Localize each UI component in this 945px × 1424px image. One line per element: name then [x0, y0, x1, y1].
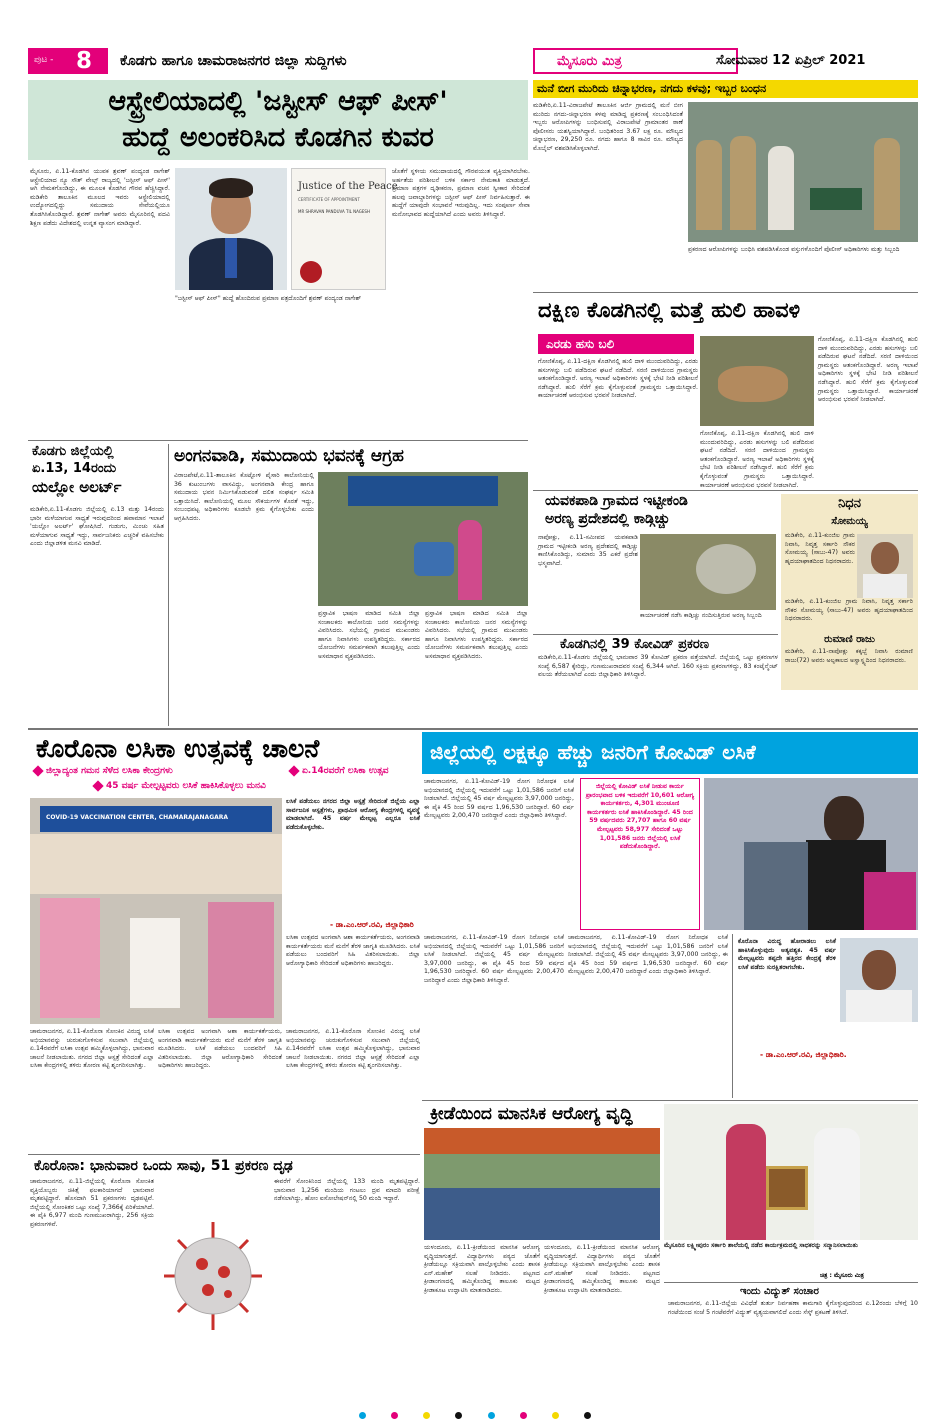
dot-magenta	[391, 1412, 398, 1419]
certificate-photo	[291, 168, 398, 290]
kodagu-covid-body: ಮಡಿಕೇರಿ,ಏ.11-ಕೊಡಗು ಜಿಲ್ಲೆಯಲ್ಲಿ ಭಾನುವಾರ 39 ಕೋವಿಡ್ ಪ್ರಕರಣ ಪತ್ತೆಯಾಗಿದೆ. ಜಿಲ್ಲೆಯಲ್ಲಿ ಒಟ್ಟು ಪ್ರಕರಣಗಳ ಸಂಖ್ಯೆ 6,587 ಕ್ಕೇರಿದ್ದು, ಗುಣಮುಖರಾದವರ ಸಂಖ್ಯೆ 6,344 ಆಗಿದೆ. 160 ಸಕ್ರಿಯ ಪ್ರಕರಣಗಳಿದ್ದು, 83 ಕಂಟೈನ್ಮೆಂಟ್ ವಲಯ ತೆರೆಯಲಾಗಿದೆ ಎಂದು ಜಿಲ್ಲಾಧಿಕಾರಿ ತಿಳಿಸಿದ್ದಾರೆ.	[538, 654, 778, 679]
obituary-box	[781, 494, 918, 690]
seated-guests	[424, 1188, 660, 1240]
certificate-seal-icon	[300, 261, 322, 283]
corona-death-headline: ಕೊರೊನಾ: ಭಾನುವಾರ ಒಂದು ಸಾವು, 51 ಪ್ರಕರಣ ದೃಢ	[34, 1158, 293, 1174]
sports-photo-credit: ಚಿತ್ರ : ಮೈಸೂರು ಮಿತ್ರ	[820, 1272, 864, 1279]
district-vaccine-body-col2: ಚಾಮರಾಜನಗರ, ಏ.11-ಕೋವಿಡ್-19 ರೋಗ ನಿರೋಧಕ ಲಸಿಕೆ ಅಭಿಯಾನದಲ್ಲಿ ಜಿಲ್ಲೆಯಲ್ಲಿ ಇದುವರೆಗೆ ಒಟ್ಟು 1,01,586 ಜನರಿಗೆ ಲಸಿಕೆ ನೀಡಲಾಗಿದೆ. ಜಿಲ್ಲೆಯಲ್ಲಿ 45 ವರ್ಷ ಮೇಲ್ಪಟ್ಟವರು 3,97,000 ಜನರಿದ್ದು, ಈ ಪೈಕಿ 45 ರಿಂದ 59 ವರ್ಷದ 1,96,530 ಜನರಿದ್ದಾರೆ. 60 ವರ್ಷ ಮೇಲ್ಪಟ್ಟವರು 2,00,470 ಜನರಿದ್ದಾರೆ ಎಂದು ಜಿಲ್ಲಾಧಿಕಾರಿ ತಿಳಿಸಿದ್ದಾರೆ.	[424, 934, 564, 984]
section-title: ಕೊಡಗು ಹಾಗೂ ಚಾಮರಾಜನಗರ ಜಿಲ್ಲಾ ಸುದ್ದಿಗಳು	[120, 53, 347, 69]
certificate-name: MR SHRAVAN PANDUVA TIL NAGESH	[298, 209, 370, 214]
yellow-alert-line3: ಯಲ್ಲೋ ಅಲರ್ಟ್	[32, 478, 122, 496]
vaccination-center-photo	[30, 798, 282, 1024]
crime-headline: ಮನೆ ಬೀಗ ಮುರಿದು ಚಿನ್ನಾಭರಣ, ನಗದು ಕಳವು; ಇಬ್ಬರ ಬಂಧನ	[537, 82, 767, 95]
vaccine-fest-body-col2: ಲಸಿಕಾ ಉತ್ಸವದ ಅಂಗವಾಗಿ ಆಶಾ ಕಾರ್ಯಕರ್ತೆಯರು, ಅಂಗನವಾಡಿ ಕಾರ್ಯಕರ್ತೆಯರು ಮನೆ ಮನೆಗೆ ತೆರಳಿ ಜಾಗೃತಿ ಮೂಡಿಸಿದರು. ಲಸಿಕೆ ಪಡೆಯಲು ಬಂದವರಿಗೆ ಸಿಹಿ ವಿತರಿಸಲಾಯಿತು. ಜಿಲ್ಲಾ ಆರೋಗ್ಯಾಧಿಕಾರಿ ಸೇರಿದಂತೆ ಅಧಿಕಾರಿಗಳು ಹಾಜರಿದ್ದರು.	[158, 1028, 282, 1070]
divider	[168, 444, 169, 726]
divider	[422, 1100, 918, 1101]
ambedkar-portrait-shape	[414, 542, 454, 576]
vaccine-fest-headline-box	[28, 732, 420, 764]
certificate-subtitle: CERTIFICATE OF APPOINTMENT	[298, 197, 360, 202]
coronavirus-icon	[158, 1216, 268, 1336]
shirt-shape	[863, 574, 907, 598]
lead-headline-line1: ಆಸ್ಟ್ರೇಲಿಯಾದಲ್ಲಿ 'ಜಸ್ಟೀಸ್ ಆಫ್ ಪೀಸ್'	[108, 86, 448, 117]
crime-police-photo	[688, 102, 918, 242]
memento-icon	[766, 1166, 808, 1210]
certificate-title: Justice of the Peace	[298, 181, 398, 192]
sports-caption: ಮೈಸೂರಿನ ಲಕ್ಷ್ಮೀಪುರಂ ಸರ್ಕಾರಿ ಶಾಲೆಯಲ್ಲಿ ನಡೆದ ಕಾರ್ಯಕ್ರಮದಲ್ಲಿ ಸಾಧಕರನ್ನು ಸನ್ಮಾನಿಸಲಾಯಿತು	[664, 1242, 858, 1249]
district-vaccine-quote-author: - ಡಾ.ಎಂ.ಆರ್.ರವಿ, ಜಿಲ್ಲಾಧಿಕಾರಿ.	[760, 1050, 847, 1059]
dead-cow-photo	[700, 336, 814, 426]
vaccine-fest-quote-author: - ಡಾ.ಎಂ.ಆರ್.ರವಿ, ಜಿಲ್ಲಾಧಿಕಾರಿ	[330, 920, 414, 929]
anganwadi-body: ವಿರಾಜಪೇಟೆ,ಏ.11-ತಾಲೂಕಿನ ಕೊಟ್ಟೋಳಿ ಪೈಸಾರಿ ಕಾಲೋನಿಯಲ್ಲಿ 36 ಕುಟುಂಬಗಳು ವಾಸವಿದ್ದು, ಅಂಗನವಾಡಿ ಕೇಂದ್ರ ಹಾಗೂ ಸಮುದಾಯ ಭವನ ನಿರ್ಮಿಸಿಕೊಡುವಂತೆ ದಲಿತ ಸಂಘರ್ಷ ಸಮಿತಿ ಒತ್ತಾಯಿಸಿದೆ. ಕಾಲೋನಿಯಲ್ಲಿ ಮೂಲ ಸೌಕರ್ಯಗಳ ಕೊರತೆ ಇದ್ದು, ಸಂಬಂಧಪಟ್ಟ ಅಧಿಕಾರಿಗಳು ಕೂಡಲೇ ಕ್ರಮ ಕೈಗೊಳ್ಳಬೇಕು ಎಂದು ಆಗ್ರಹಿಸಿದರು.	[174, 472, 314, 522]
face-shape	[862, 950, 896, 990]
print-registration-dots	[30, 1404, 920, 1423]
divider	[28, 1154, 420, 1155]
vaccine-fest-body-col1: ಚಾಮರಾಜನಗರ, ಏ.11-ಕೊರೊನಾ ಸೋಂಕಿನ ವಿರುದ್ಧ ಲಸಿಕೆ ಅಭಿಯಾನವನ್ನು ಚುರುಕುಗೊಳಿಸುವ ಸಲುವಾಗಿ ಜಿಲ್ಲೆಯಲ್ಲಿ ಏ.14ರವರೆಗೆ ಲಸಿಕಾ ಉತ್ಸವ ಹಮ್ಮಿಕೊಳ್ಳಲಾಗಿದ್ದು, ಭಾನುವಾರ ಚಾಲನೆ ನೀಡಲಾಯಿತು. ನಗರದ ಜಿಲ್ಲಾ ಆಸ್ಪತ್ರೆ ಸೇರಿದಂತೆ ಎಲ್ಲಾ ಲಸಿಕಾ ಕೇಂದ್ರಗಳಲ್ಲಿ ತಳಿರು ತೋರಣ ಕಟ್ಟಿ ಶೃಂಗರಿಸಲಾಗಿತ್ತು.	[30, 1028, 154, 1070]
banner-shape	[348, 476, 498, 506]
vaccine-stats-box	[580, 778, 700, 930]
divider	[533, 490, 918, 491]
lead-caption: "ಜಸ್ಟೀಸ್ ಆಫ್ ಪೀಸ್" ಹುದ್ದೆ ಹೊಂದಿರುವ ಪ್ರಮಾಣ ಪತ್ರದೊಂದಿಗೆ ಶ್ರವಣ್ ಪಂದ್ಯಂಡ ನಾಗೇಶ್	[175, 295, 362, 302]
tie-shape	[225, 238, 237, 278]
divider	[28, 440, 528, 441]
vaccine-fest-quote: ಲಸಿಕೆ ಪಡೆಯಲು ನಗರದ ಜಿಲ್ಲಾ ಆಸ್ಪತ್ರೆ ಸೇರಿದಂತೆ ಜಿಲ್ಲೆಯ ಎಲ್ಲಾ ಸಾರ್ವಜನಿಕ ಆಸ್ಪತ್ರೆಗಳು, ಪ್ರಾಥಮಿಕ ಆರೋಗ್ಯ ಕೇಂದ್ರಗಳಲ್ಲಿ ವ್ಯವಸ್ಥೆ ಮಾಡಲಾಗಿದೆ. 45 ವರ್ಷ ಮೇಲ್ಪಟ್ಟ ಎಲ್ಲರೂ ಲಸಿಕೆ ಪಡೆದುಕೊಳ್ಳಬೇಕು.	[286, 798, 420, 831]
obituary-section: ನಿಧನ	[838, 496, 861, 511]
dc-portrait-photo	[840, 938, 918, 1022]
tiger-body-col3: ಗೋಣಿಕೊಪ್ಪ, ಏ.11-ದಕ್ಷಿಣ ಕೊಡಗಿನಲ್ಲಿ ಹುಲಿ ದಾಳಿ ಮುಂದುವರಿದಿದ್ದು, ಎರಡು ಹಸುಗಳನ್ನು ಬಲಿ ಪಡೆದಿರುವ ಘಟನೆ ನಡೆದಿದೆ. ಸರಣಿ ದಾಳಿಯಿಂದ ಗ್ರಾಮಸ್ಥರು ಆತಂಕಗೊಂಡಿದ್ದಾರೆ. ಅರಣ್ಯ ಇಲಾಖೆ ಅಧಿಕಾರಿಗಳು ಸ್ಥಳಕ್ಕೆ ಭೇಟಿ ನೀಡಿ ಪರಿಶೀಲನೆ ನಡೆಸಿದ್ದಾರೆ. ಹುಲಿ ಸೆರೆಗೆ ಕ್ರಮ ಕೈಗೊಳ್ಳುವಂತೆ ಗ್ರಾಮಸ್ಥರು ಒತ್ತಾಯಿಸಿದ್ದಾರೆ. ಕಾರ್ಯಾಚರಣೆ ಆರಂಭಿಸುವ ಭರವಸೆ ನೀಡಲಾಗಿದೆ.	[818, 336, 918, 404]
district-vaccine-body-col3: ಚಾಮರಾಜನಗರ, ಏ.11-ಕೋವಿಡ್-19 ರೋಗ ನಿರೋಧಕ ಲಸಿಕೆ ಅಭಿಯಾನದಲ್ಲಿ ಜಿಲ್ಲೆಯಲ್ಲಿ ಇದುವರೆಗೆ ಒಟ್ಟು 1,01,586 ಜನರಿಗೆ ಲಸಿಕೆ ನೀಡಲಾಗಿದೆ. ಜಿಲ್ಲೆಯಲ್ಲಿ 45 ವರ್ಷ ಮೇಲ್ಪಟ್ಟವರು 3,97,000 ಜನರಿದ್ದು, ಈ ಪೈಕಿ 45 ರಿಂದ 59 ವರ್ಷದ 1,96,530 ಜನರಿದ್ದಾರೆ. 60 ವರ್ಷ ಮೇಲ್ಪಟ್ಟವರು 2,00,470 ಜನರಿದ್ದಾರೆ ಎಂದು ಜಿಲ್ಲಾಧಿಕಾರಿ ತಿಳಿಸಿದ್ದಾರೆ.	[568, 934, 728, 976]
sports-event-photo	[424, 1128, 660, 1240]
dot-black	[584, 1412, 591, 1419]
cow-shape	[718, 366, 788, 402]
sports-headline: ಕ್ರೀಡೆಯಿಂದ ಮಾನಸಿಕ ಆರೋಗ್ಯ ವೃದ್ಧಿ	[430, 1104, 633, 1124]
paper-logo-box	[533, 48, 738, 74]
sports-body-col2: ಯಳಂದೂರು, ಏ.11-ಕ್ರೀಡೆಯಿಂದ ಮಾನಸಿಕ ಆರೋಗ್ಯ ವೃದ್ಧಿಯಾಗುತ್ತದೆ. ವಿದ್ಯಾರ್ಥಿಗಳು ಪಠ್ಯದ ಜೊತೆಗೆ ಕ್ರೀಡೆಯಲ್ಲೂ ಸಕ್ರಿಯವಾಗಿ ಪಾಲ್ಗೊಳ್ಳಬೇಕು ಎಂದು ಶಾಸಕ ಎನ್.ಮಹೇಶ್ ಸಲಹೆ ನೀಡಿದರು. ಪಟ್ಟಣದ ಕ್ರೀಡಾಂಗಣದಲ್ಲಿ ಹಮ್ಮಿಕೊಂಡಿದ್ದ ತಾಲೂಕು ಮಟ್ಟದ ಕ್ರೀಡಾಕೂಟ ಉದ್ಘಾಟಿಸಿ ಮಾತನಾಡಿದರು.	[544, 1244, 660, 1294]
doorway-shape	[130, 918, 180, 1008]
tiger-kicker: ಎರಡು ಹಸು ಬಲಿ	[546, 337, 615, 351]
bullet-icon	[32, 765, 43, 776]
officer-figure-2	[730, 136, 756, 230]
vaccination-photo	[704, 778, 918, 930]
bullet-icon	[92, 780, 103, 791]
vaccine-fest-body-col3: ಚಾಮರಾಜನಗರ, ಏ.11-ಕೊರೊನಾ ಸೋಂಕಿನ ವಿರುದ್ಧ ಲಸಿಕೆ ಅಭಿಯಾನವನ್ನು ಚುರುಕುಗೊಳಿಸುವ ಸಲುವಾಗಿ ಜಿಲ್ಲೆಯಲ್ಲಿ ಏ.14ರವರೆಗೆ ಲಸಿಕಾ ಉತ್ಸವ ಹಮ್ಮಿಕೊಳ್ಳಲಾಗಿದ್ದು, ಭಾನುವಾರ ಚಾಲನೆ ನೀಡಲಾಯಿತು. ನಗರದ ಜಿಲ್ಲಾ ಆಸ್ಪತ್ರೆ ಸೇರಿದಂತೆ ಎಲ್ಲಾ ಲಸಿಕಾ ಕೇಂದ್ರಗಳಲ್ಲಿ ತಳಿರು ತೋರಣ ಕಟ್ಟಿ ಶೃಂಗರಿಸಲಾಗಿತ್ತು.	[286, 1028, 420, 1070]
crime-body: ಮಡಿಕೇರಿ,ಏ.11-ವಿರಾಜಪೇಟೆ ತಾಲೂಕಿನ ಆರ್ಜಿ ಗ್ರಾಮದಲ್ಲಿ ಮನೆ ಬೀಗ ಮುರಿದು ನಗದು-ಚಿನ್ನಾಭರಣ ಕಳವು ಮಾಡಿದ್ದ ಪ್ರಕರಣಕ್ಕೆ ಸಂಬಂಧಿಸಿದಂತೆ ಇಬ್ಬರು ಆರೋಪಿಗಳನ್ನು ಬಂಧಿಸುವಲ್ಲಿ ವಿರಾಜಪೇಟೆ ಗ್ರಾಮಾಂತರ ಠಾಣೆ ಪೊಲೀಸರು ಯಶಸ್ವಿಯಾಗಿದ್ದಾರೆ. ಬಂಧಿತರಿಂದ 3.67 ಲಕ್ಷ ರೂ. ಮೌಲ್ಯದ ಚಿನ್ನಾಭರಣ, 29,250 ರೂ. ನಗದು ಹಾಗೂ 8 ಸಾವಿರ ರೂ. ಮೌಲ್ಯದ ಮೊಬೈಲ್ ವಶಪಡಿಸಿಕೊಳ್ಳಲಾಗಿದೆ.	[533, 102, 683, 152]
divider	[28, 728, 918, 730]
fire-headline-line2: ಅರಣ್ಯ ಪ್ರದೇಶದಲ್ಲಿ ಕಾಡ್ಗಿಚ್ಚು	[545, 511, 671, 527]
anganwadi-headline: ಅಂಗನವಾಡಿ, ಸಮುದಾಯ ಭವನಕ್ಕೆ ಆಗ್ರಹ	[174, 446, 404, 466]
nurses-group-right	[208, 902, 274, 1018]
yellow-alert-line2: ಏ.13, 14ರಂದು	[32, 461, 117, 476]
tiger-headline: ದಕ್ಷಿಣ ಕೊಡಗಿನಲ್ಲಿ ಮತ್ತೆ ಹುಲಿ ಹಾವಳಿ	[538, 298, 801, 322]
yellow-alert-body: ಮಡಿಕೇರಿ,ಏ.11-ಕೊಡಗು ಜಿಲ್ಲೆಯಲ್ಲಿ ಏ.13 ಮತ್ತು 14ರಂದು ಭಾರೀ ಮಳೆಯಾಗುವ ಸಾಧ್ಯತೆ ಇರುವುದರಿಂದ ಹವಾಮಾನ ಇಲಾಖೆ 'ಯಲ್ಲೋ ಅಲರ್ಟ್' ಘೋಷಿಸಿದೆ. ಗುಡುಗು, ಮಿಂಚು ಸಹಿತ ಮಳೆಯಾಗುವ ಸಾಧ್ಯತೆ ಇದ್ದು, ಸಾರ್ವಜನಿಕರು ಎಚ್ಚರಿಕೆ ವಹಿಸಬೇಕು ಎಂದು ಜಿಲ್ಲಾಡಳಿತ ಮನವಿ ಮಾಡಿದೆ.	[30, 506, 164, 548]
smoke-shape	[696, 544, 756, 594]
lead-headline-box	[28, 80, 528, 160]
divider	[732, 934, 733, 1098]
anganwadi-body-col3: ಪ್ರಸ್ತಾವಿಕ ಭಾಷಣ ಮಾಡಿದ ಸಮಿತಿ ಜಿಲ್ಲಾ ಸಂಚಾಲಕರು ಕಾಲೋನಿಯ ಜನರ ಸಮಸ್ಯೆಗಳನ್ನು ವಿವರಿಸಿದರು. ಸಭೆಯಲ್ಲಿ ಗ್ರಾಮದ ಮುಖಂಡರು ಹಾಗೂ ನಿವಾಸಿಗಳು ಉಪಸ್ಥಿತರಿದ್ದರು. ಸರ್ಕಾರದ ಯೋಜನೆಗಳು ಸಮರ್ಪಕವಾಗಿ ತಲುಪುತ್ತಿಲ್ಲ ಎಂದು ಅಸಮಾಧಾನ ವ್ಯಕ್ತಪಡಿಸಿದರು.	[425, 610, 528, 660]
lead-portrait-photo	[175, 168, 287, 290]
corona-death-body-col2: ಈವರೆಗೆ ಸೋಂಕಿನಿಂದ ಜಿಲ್ಲೆಯಲ್ಲಿ 133 ಮಂದಿ ಮೃತಪಟ್ಟಿದ್ದಾರೆ. ಭಾನುವಾರ 1,256 ಮಂದಿಯ ಗಂಟಲು ದ್ರವ ಮಾದರಿ ಪರೀಕ್ಷೆ ನಡೆಸಲಾಗಿದ್ದು, ಹೋಂ ಐಸೋಲೇಷನ್‌ನಲ್ಲಿ 50 ಮಂದಿ ಇದ್ದಾರೆ.	[274, 1178, 420, 1203]
masthead	[28, 48, 918, 76]
anganwadi-body-col2: ಪ್ರಸ್ತಾವಿಕ ಭಾಷಣ ಮಾಡಿದ ಸಮಿತಿ ಜಿಲ್ಲಾ ಸಂಚಾಲಕರು ಕಾಲೋನಿಯ ಜನರ ಸಮಸ್ಯೆಗಳನ್ನು ವಿವರಿಸಿದರು. ಸಭೆಯಲ್ಲಿ ಗ್ರಾಮದ ಮುಖಂಡರು ಹಾಗೂ ನಿವಾಸಿಗಳು ಉಪಸ್ಥಿತರಿದ್ದರು. ಸರ್ಕಾರದ ಯೋಜನೆಗಳು ಸಮರ್ಪಕವಾಗಿ ತಲುಪುತ್ತಿಲ್ಲ ಎಂದು ಅಸಮಾಧಾನ ವ್ಯಕ್ತಪಡಿಸಿದರು.	[318, 610, 420, 660]
tiger-kicker-bar	[538, 334, 694, 354]
bullet-icon	[288, 765, 299, 776]
dot-cyan	[488, 1412, 495, 1419]
kodagu-covid-headline: ಕೊಡಗಿನಲ್ಲಿ 39 ಕೋವಿಡ್ ಪ್ರಕರಣ	[560, 637, 709, 652]
obituary-name-1: ಸೋಮಯ್ಯ	[831, 516, 868, 527]
nurses-group-left	[40, 898, 100, 1018]
divider	[533, 634, 778, 635]
fire-body: ನಾಪೋಕ್ಲು, ಏ.11-ಸಮೀಪದ ಯವಕಪಾಡಿ ಗ್ರಾಮದ ಇಟ್ಟೀಕಂಡಿ ಅರಣ್ಯ ಪ್ರದೇಶದಲ್ಲಿ ಕಾಡ್ಗಿಚ್ಚು ಕಾಣಿಸಿಕೊಂಡಿದ್ದು, ಸುಮಾರು 35 ಎಕರೆ ಪ್ರದೇಶ ಭಸ್ಮವಾಗಿದೆ.	[538, 534, 638, 567]
corona-death-body-col1: ಚಾಮರಾಜನಗರ, ಏ.11-ಜಿಲ್ಲೆಯಲ್ಲಿ ಕೊರೊನಾ ಸೋಂಕಿತ ವ್ಯಕ್ತಿಯೊಬ್ಬರು ಚಿಕಿತ್ಸೆ ಫಲಕಾರಿಯಾಗದೆ ಭಾನುವಾರ ಮೃತಪಟ್ಟಿದ್ದಾರೆ. ಹೊಸದಾಗಿ 51 ಪ್ರಕರಣಗಳು ದೃಢಪಟ್ಟಿವೆ. ಜಿಲ್ಲೆಯಲ್ಲಿ ಸೋಂಕಿತರ ಒಟ್ಟು ಸಂಖ್ಯೆ 7,366ಕ್ಕೆ ಏರಿಕೆಯಾಗಿದೆ. ಈ ಪೈಕಿ 6,977 ಮಂದಿ ಗುಣಮುಖರಾಗಿದ್ದು, 256 ಸಕ್ರಿಯ ಪ್ರಕರಣಗಳಿವೆ.	[30, 1178, 155, 1228]
tiger-body-col2: ಗೋಣಿಕೊಪ್ಪ, ಏ.11-ದಕ್ಷಿಣ ಕೊಡಗಿನಲ್ಲಿ ಹುಲಿ ದಾಳಿ ಮುಂದುವರಿದಿದ್ದು, ಎರಡು ಹಸುಗಳನ್ನು ಬಲಿ ಪಡೆದಿರುವ ಘಟನೆ ನಡೆದಿದೆ. ಸರಣಿ ದಾಳಿಯಿಂದ ಗ್ರಾಮಸ್ಥರು ಆತಂಕಗೊಂಡಿದ್ದಾರೆ. ಅರಣ್ಯ ಇಲಾಖೆ ಅಧಿಕಾರಿಗಳು ಸ್ಥಳಕ್ಕೆ ಭೇಟಿ ನೀಡಿ ಪರಿಶೀಲನೆ ನಡೆಸಿದ್ದಾರೆ. ಹುಲಿ ಸೆರೆಗೆ ಕ್ರಮ ಕೈಗೊಳ್ಳುವಂತೆ ಗ್ರಾಮಸ್ಥರು ಒತ್ತಾಯಿಸಿದ್ದಾರೆ. ಕಾರ್ಯಾಚರಣೆ ಆರಂಭಿಸುವ ಭರವಸೆ ನೀಡಲಾಗಿದೆ.	[700, 430, 814, 489]
center-sign-text: COVID-19 VACCINATION CENTER, CHAMARAJANAGARA	[46, 814, 229, 821]
divider	[664, 1282, 918, 1283]
dot-yellow	[552, 1412, 559, 1419]
vaccine-fest-subheads	[28, 766, 420, 796]
recipient-figure	[744, 842, 808, 930]
health-worker-head	[824, 796, 864, 844]
lead-body-col1: ಮೈಸೂರು, ಏ.11-ಕೊಡಗಿನ ಯುವಕ ಶ್ರವಣ್ ಪಂದ್ಯಂಡ ನಾಗೇಶ್ ಆಸ್ಟ್ರೇಲಿಯಾದ ನ್ಯೂ ಸೌತ್ ವೇಲ್ಸ್ ರಾಜ್ಯದಲ್ಲಿ 'ಜಸ್ಟೀಸ್ ಆಫ್ ಪೀಸ್' ಆಗಿ ನೇಮಕಗೊಂಡಿದ್ದು, ಈ ಮೂಲಕ ಕೊಡಗಿನ ಗೌರವ ಹೆಚ್ಚಿಸಿದ್ದಾರೆ. ಮಡಿಕೇರಿ ತಾಲೂಕಿನ ಮೂಲದ ಇವರು ಆಸ್ಟ್ರೇಲಿಯಾದಲ್ಲಿ ಉದ್ಯೋಗದಲ್ಲಿದ್ದು ಸಮುದಾಯ ಸೇವೆಯಲ್ಲಿಯೂ ತೊಡಗಿಸಿಕೊಂಡಿದ್ದಾರೆ. ಶ್ರವಣ್ ನಾಗೇಶ್ ಅವರು ಮೈಸೂರಿನಲ್ಲಿ ಪದವಿ ಶಿಕ್ಷಣ ಪಡೆದು ವಿದೇಶದಲ್ಲಿ ಉನ್ನತ ವ್ಯಾಸಂಗ ಮಾಡಿದ್ದಾರೆ.	[30, 168, 170, 227]
page-number: 8	[76, 48, 93, 74]
page-number-badge	[28, 48, 108, 74]
forest-fire-photo	[640, 534, 776, 610]
district-vaccine-body: ಚಾಮರಾಜನಗರ, ಏ.11-ಕೋವಿಡ್-19 ರೋಗ ನಿರೋಧಕ ಲಸಿಕೆ ಅಭಿಯಾನದಲ್ಲಿ ಜಿಲ್ಲೆಯಲ್ಲಿ ಇದುವರೆಗೆ ಒಟ್ಟು 1,01,586 ಜನರಿಗೆ ಲಸಿಕೆ ನೀಡಲಾಗಿದೆ. ಜಿಲ್ಲೆಯಲ್ಲಿ 45 ವರ್ಷ ಮೇಲ್ಪಟ್ಟವರು 3,97,000 ಜನರಿದ್ದು, ಈ ಪೈಕಿ 45 ರಿಂದ 59 ವರ್ಷದ 1,96,530 ಜನರಿದ್ದಾರೆ. 60 ವರ್ಷ ಮೇಲ್ಪಟ್ಟವರು 2,00,470 ಜನರಿದ್ದಾರೆ ಎಂದು ಜಿಲ್ಲಾಧಿಕಾರಿ ತಿಳಿಸಿದ್ದಾರೆ.	[424, 778, 574, 820]
officer-figure-1	[696, 140, 722, 230]
seized-items-table	[810, 188, 862, 210]
district-vaccine-headline: ಜಿಲ್ಲೆಯಲ್ಲಿ ಲಕ್ಷಕ್ಕೂ ಹೆಚ್ಚು ಜನರಿಗೆ ಕೋವಿಡ್ ಲಸಿಕೆ	[430, 740, 756, 764]
obituary-body-1b: ಮಡಿಕೇರಿ, ಏ.11-ಕುಂಜಿಲ ಗ್ರಾಮ ನಿವಾಸಿ, ನಿವೃತ್ತ ಸರ್ಕಾರಿ ನೌಕರ ಸೋಮಯ್ಯ (ಸಾಬು-47) ಅವರು ಹೃದಯಾಘಾತದಿಂದ ನಿಧನರಾದರು.	[785, 598, 913, 623]
recipient-arm	[864, 872, 916, 930]
page-prefix: ಪುಟ -	[34, 55, 54, 65]
felicitation-photo	[664, 1104, 918, 1240]
dot-cyan	[359, 1412, 366, 1419]
crime-caption: ಪ್ರಕರಣದ ಆರೋಪಿಗಳನ್ನು ಬಂಧಿಸಿ ವಶಪಡಿಸಿಕೊಂಡ ವಸ್ತುಗಳೊಂದಿಗೆ ಪೊಲೀಸ್ ಅಧಿಕಾರಿಗಳು ಮತ್ತು ಸಿಬ್ಬಂದಿ	[688, 246, 900, 253]
presenter-figure	[814, 1128, 860, 1240]
district-vaccine-quote: ಕೊರೊನಾ ವಿರುದ್ಧ ಹೋರಾಡಲು ಲಸಿಕೆ ಹಾಕಿಸಿಕೊಳ್ಳುವುದು ಅತ್ಯವಶ್ಯಕ. 45 ವರ್ಷ ಮೇಲ್ಪಟ್ಟವರು ತಪ್ಪದೇ ಹತ್ತಿರದ ಕೇಂದ್ರಕ್ಕೆ ತೆರಳಿ ಲಸಿಕೆ ಪಡೆದು ಸುರಕ್ಷಿತರಾಗಬೇಕು.	[738, 938, 836, 971]
stage-canopy	[424, 1128, 660, 1154]
obituary-name-2: ರುಮಾಣಿ ರಾಜು	[824, 634, 875, 645]
power-cut-body: ಚಾಮರಾಜನಗರ, ಏ.11-ಜಿಲ್ಲೆಯ ವಿವಿಧೆಡೆ ತುರ್ತು ನಿರ್ವಹಣಾ ಕಾಮಗಾರಿ ಕೈಗೊಳ್ಳುವುದರಿಂದ ಏ.12ರಂದು ಬೆಳಿಗ್ಗೆ 10 ಗಂಟೆಯಿಂದ ಸಂಜೆ 5 ಗಂಟೆವರೆಗೆ ವಿದ್ಯುತ್ ವ್ಯತ್ಯಯವಾಗಲಿದೆ ಎಂದು ಸೆಸ್ಕ್ ಪ್ರಕಟಣೆ ತಿಳಿಸಿದೆ.	[668, 1300, 918, 1316]
paper-name: ಮೈಸೂರು ಮಿತ್ರ	[557, 54, 622, 69]
center-sign	[40, 806, 272, 832]
obituary-body-1: ಮಡಿಕೇರಿ, ಏ.11-ಕುಂಜಿಲ ಗ್ರಾಮ ನಿವಾಸಿ, ನಿವೃತ್ತ ಸರ್ಕಾರಿ ನೌಕರ ಸೋಮಯ್ಯ (ಸಾಬು-47) ಅವರು ಹೃದಯಾಘಾತದಿಂದ ನಿಧನರಾದರು.	[785, 532, 855, 565]
crime-headline-bar	[533, 80, 918, 98]
vaccine-fest-sub3: 45 ವರ್ಷ ಮೇಲ್ಪಟ್ಟವರು ಲಸಿಕೆ ಹಾಕಿಸಿಕೊಳ್ಳಲು ಮನವಿ	[106, 781, 266, 791]
obituary-portrait-1	[857, 534, 913, 598]
vaccine-fest-sub1: ಜಿಲ್ಲಾದ್ಯಂತ ಗಮನ ಸೆಳೆದ ಲಸಿಕಾ ಕೇಂದ್ರಗಳು	[46, 766, 173, 776]
face-shape	[871, 542, 899, 574]
dot-black	[455, 1412, 462, 1419]
suspect-figure	[768, 146, 794, 230]
power-cut-headline: ಇಂದು ವಿದ್ಯುತ್ ಸಂಚಾರ	[740, 1286, 819, 1297]
yellow-alert-headline-box	[30, 444, 164, 504]
vaccine-fest-body-side: ಲಸಿಕಾ ಉತ್ಸವದ ಅಂಗವಾಗಿ ಆಶಾ ಕಾರ್ಯಕರ್ತೆಯರು, ಅಂಗನವಾಡಿ ಕಾರ್ಯಕರ್ತೆಯರು ಮನೆ ಮನೆಗೆ ತೆರಳಿ ಜಾಗೃತಿ ಮೂಡಿಸಿದರು. ಲಸಿಕೆ ಪಡೆಯಲು ಬಂದವರಿಗೆ ಸಿಹಿ ವಿತರಿಸಲಾಯಿತು. ಜಿಲ್ಲಾ ಆರೋಗ್ಯಾಧಿಕಾರಿ ಸೇರಿದಂತೆ ಅಧಿಕಾರಿಗಳು ಹಾಜರಿದ್ದರು.	[286, 934, 420, 967]
officer-figure-3	[874, 138, 900, 230]
anganwadi-meeting-photo	[318, 472, 528, 606]
shirt-shape	[846, 990, 912, 1022]
obituary-body-2: ಮಡಿಕೇರಿ, ಏ.11-ನಾಪೋಕ್ಲು ಕಕ್ಕಬ್ಬೆ ನಿವಾಸಿ ರುಮಾಣಿ ರಾಜು(72) ಅವರು ಅಲ್ಪಕಾಲದ ಅಸ್ವಾಸ್ಥ್ಯದಿಂದ ನಿಧನರಾದರು.	[785, 648, 913, 664]
district-vaccine-banner	[422, 732, 918, 774]
dot-magenta	[520, 1412, 527, 1419]
coronavirus-image	[158, 1216, 268, 1336]
vaccine-fest-headline: ಕೊರೊನಾ ಲಸಿಕಾ ಉತ್ಸವಕ್ಕೆ ಚಾಲನೆ	[36, 734, 320, 763]
vaccine-fest-sub2: ಏ.14ರವರೆಗೆ ಲಸಿಕಾ ಉತ್ಸವ	[302, 766, 389, 776]
fire-caption: ಕಾರ್ಯಾಚರಣೆ ನಡೆಸಿ ಕಾಡ್ಗಿಚ್ಚು ನಂದಿಸುತ್ತಿರುವ ಅರಣ್ಯ ಸಿಬ್ಬಂದಿ	[640, 612, 762, 619]
awardee-figure	[726, 1124, 766, 1240]
sports-body-col1: ಯಳಂದೂರು, ಏ.11-ಕ್ರೀಡೆಯಿಂದ ಮಾನಸಿಕ ಆರೋಗ್ಯ ವೃದ್ಧಿಯಾಗುತ್ತದೆ. ವಿದ್ಯಾರ್ಥಿಗಳು ಪಠ್ಯದ ಜೊತೆಗೆ ಕ್ರೀಡೆಯಲ್ಲೂ ಸಕ್ರಿಯವಾಗಿ ಪಾಲ್ಗೊಳ್ಳಬೇಕು ಎಂದು ಶಾಸಕ ಎನ್.ಮಹೇಶ್ ಸಲಹೆ ನೀಡಿದರು. ಪಟ್ಟಣದ ಕ್ರೀಡಾಂಗಣದಲ್ಲಿ ಹಮ್ಮಿಕೊಂಡಿದ್ದ ತಾಲೂಕು ಮಟ್ಟದ ಕ್ರೀಡಾಕೂಟ ಉದ್ಘಾಟಿಸಿ ಮಾತನಾಡಿದರು.	[424, 1244, 540, 1294]
building-shape	[30, 834, 282, 894]
vaccine-stats-text: ಜಿಲ್ಲೆಯಲ್ಲಿ ಕೋವಿಡ್ ಲಸಿಕೆ ನೀಡುವ ಕಾರ್ಯ ಪ್ರಾರಂಭವಾದ ಬಳಿಕ ಇದುವರೆಗೆ 10,601 ಆರೋಗ್ಯ ಕಾರ್ಯಕರ್ತರು, 4,301 ಮುಂಚೂಣಿ ಕಾರ್ಯಕರ್ತರು ಲಸಿಕೆ ಹಾಕಿಸಿಕೊಂಡಿದ್ದಾರೆ. 45 ರಿಂದ 59 ವರ್ಷದವರು 27,707 ಹಾಗೂ 60 ವರ್ಷ ಮೇಲ್ಪಟ್ಟವರು 58,977 ಸೇರಿದಂತೆ ಒಟ್ಟು 1,01,586 ಜನರು ಜಿಲ್ಲೆಯಲ್ಲಿ ಲಸಿಕೆ ಪಡೆದುಕೊಂಡಿದ್ದಾರೆ.	[585, 783, 695, 851]
hair-shape	[209, 178, 253, 198]
lead-headline-line2: ಹುದ್ದೆ ಅಲಂಕರಿಸಿದ ಕೊಡಗಿನ ಕುವರ	[122, 122, 434, 153]
speaker-figure	[458, 520, 482, 600]
fire-headline-line1: ಯವಕಪಾಡಿ ಗ್ರಾಮದ ಇಟ್ಟೀಕಂಡಿ	[545, 493, 688, 509]
lead-body-col3: ಜೊತೆಗೆ ಸ್ಥಳೀಯ ಸಮುದಾಯದಲ್ಲಿ ಗೌರವಯುತ ವ್ಯಕ್ತಿಯಾಗಿರಬೇಕು. ಅರ್ಹತೆಯ ಪರಿಶೀಲನೆ ಬಳಿಕ ಸರ್ಕಾರ ನೇಮಕಾತಿ ಮಾಡುತ್ತದೆ. ಪ್ರಮಾಣ ಪತ್ರಗಳ ದೃಢೀಕರಣ, ಪ್ರಮಾಣ ವಚನ ಸ್ವೀಕಾರ ಸೇರಿದಂತೆ ಹಲವು ಜವಾಬ್ದಾರಿಗಳನ್ನು ಜಸ್ಟೀಸ್ ಆಫ್ ಪೀಸ್ ನಿರ್ವಹಿಸುತ್ತಾರೆ. ಈ ಹುದ್ದೆಗೆ ಯಾವುದೇ ಸಂಭಾವನೆ ಇರುವುದಿಲ್ಲ. ಇದು ಸಂಪೂರ್ಣ ಸೇವಾ ಮನೋಭಾವದ ಹುದ್ದೆಯಾಗಿದೆ ಎಂದು ಅವರು ತಿಳಿಸಿದ್ದಾರೆ.	[392, 168, 530, 218]
tiger-body-col1: ಗೋಣಿಕೊಪ್ಪ, ಏ.11-ದಕ್ಷಿಣ ಕೊಡಗಿನಲ್ಲಿ ಹುಲಿ ದಾಳಿ ಮುಂದುವರಿದಿದ್ದು, ಎರಡು ಹಸುಗಳನ್ನು ಬಲಿ ಪಡೆದಿರುವ ಘಟನೆ ನಡೆದಿದೆ. ಸರಣಿ ದಾಳಿಯಿಂದ ಗ್ರಾಮಸ್ಥರು ಆತಂಕಗೊಂಡಿದ್ದಾರೆ. ಅರಣ್ಯ ಇಲಾಖೆ ಅಧಿಕಾರಿಗಳು ಸ್ಥಳಕ್ಕೆ ಭೇಟಿ ನೀಡಿ ಪರಿಶೀಲನೆ ನಡೆಸಿದ್ದಾರೆ. ಹುಲಿ ಸೆರೆಗೆ ಕ್ರಮ ಕೈಗೊಳ್ಳುವಂತೆ ಗ್ರಾಮಸ್ಥರು ಒತ್ತಾಯಿಸಿದ್ದಾರೆ. ಕಾರ್ಯಾಚರಣೆ ಆರಂಭಿಸುವ ಭರವಸೆ ನೀಡಲಾಗಿದೆ.	[538, 358, 698, 400]
dot-yellow	[423, 1412, 430, 1419]
issue-date: ಸೋಮವಾರ 12 ಏಪ್ರಿಲ್ 2021	[716, 53, 866, 68]
yellow-alert-line1: ಕೊಡಗು ಜಿಲ್ಲೆಯಲ್ಲಿ	[32, 444, 114, 459]
divider	[533, 292, 918, 293]
